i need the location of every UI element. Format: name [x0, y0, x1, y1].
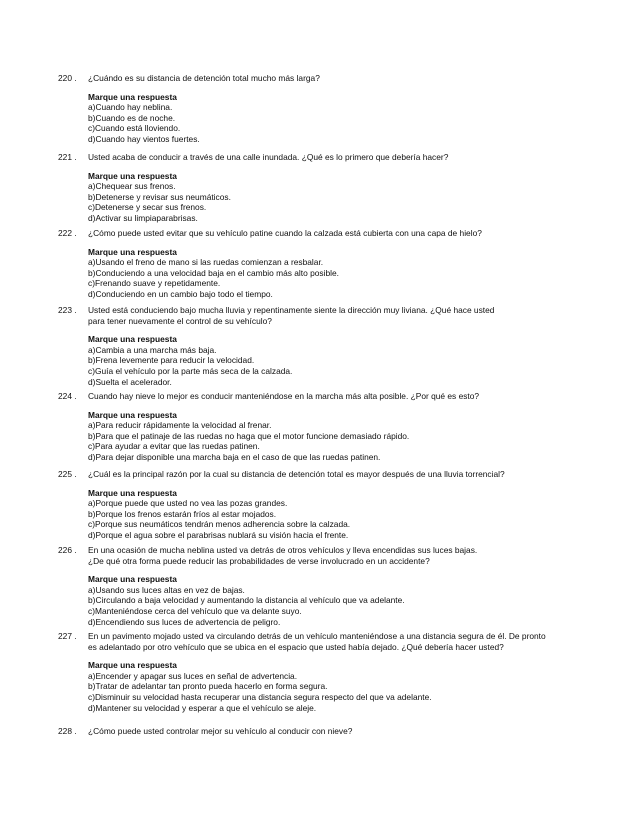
option-a[interactable]: a)Cambia a una marcha más baja.	[88, 344, 217, 355]
question-text: ¿Cómo puede usted evitar que su vehículo patine cuando la calzada está cubierta con una capa de hielo?	[88, 228, 482, 238]
question-224	[58, 391, 618, 463]
answer-block	[88, 660, 618, 713]
question-number: 226 .	[58, 545, 77, 555]
option-c[interactable]: c)Detenerse y secar sus frenos.	[88, 202, 207, 213]
question-number: 223 .	[58, 305, 77, 315]
question-text: Usted está conduciendo bajo mucha lluvia y repentinamente siente la dirección muy liviana. ¿Qué hace usted para tener nuevamente el control de su vehículo?	[88, 305, 495, 326]
question-number: 225 .	[58, 469, 77, 479]
answer-label: Marque una respuesta	[88, 170, 177, 181]
option-a[interactable]: a)Encender y apagar sus luces en señal de advertencia.	[88, 670, 298, 681]
question-222	[58, 228, 618, 300]
option-d[interactable]: d)Cuando hay vientos fuertes.	[88, 133, 200, 144]
question-text: En una ocasión de mucha neblina usted va detrás de otros vehículos y lleva encendidas sus luces bajas. ¿De qué otra forma puede reducir las probabilidades de verse involucrado en un accidente?	[88, 545, 478, 566]
option-c[interactable]: c)Manteniéndose cerca del vehículo que va delante suyo.	[88, 605, 302, 616]
option-b[interactable]: b)Porque los frenos estarán fríos al estar mojados.	[88, 508, 277, 519]
question-227	[58, 631, 618, 713]
question-text: ¿Cuándo es su distancia de detención total mucho más larga?	[88, 73, 320, 83]
option-d[interactable]: d)Activar su limpiaparabrisas.	[88, 212, 198, 223]
option-d[interactable]: d)Mantener su velocidad y esperar a que el vehículo se aleje.	[88, 702, 317, 713]
question-text: Cuando hay nieve lo mejor es conducir manteniéndose en la marcha más alta posible. ¿Por qué es esto?	[88, 391, 480, 401]
question-number: 228 .	[58, 726, 77, 736]
question-text: En un pavimento mojado usted va circulando detrás de un vehículo manteniéndose a una distancia segura de él. De pronto es adelantado por otro vehículo que se ubica en el espacio que usted había dejado. ¿Qué debería hacer usted?	[88, 631, 546, 652]
option-d[interactable]: d)Conduciendo en un cambio bajo todo el tiempo.	[88, 288, 273, 299]
option-a[interactable]: a)Chequear sus frenos.	[88, 181, 176, 192]
option-b[interactable]: b)Detenerse y revisar sus neumáticos.	[88, 191, 231, 202]
answer-block	[88, 574, 618, 627]
option-c[interactable]: c)Porque sus neumáticos tendrán menos adherencia sobre la calzada.	[88, 519, 351, 530]
question-220	[58, 73, 618, 145]
answer-block	[88, 334, 618, 387]
answer-block	[88, 410, 618, 463]
question-text: ¿Cómo puede usted controlar mejor su vehículo al conducir con nieve?	[88, 726, 353, 736]
answer-label: Marque una respuesta	[88, 334, 177, 345]
option-c[interactable]: c)Frenando suave y repetidamente.	[88, 278, 221, 289]
option-b[interactable]: b)Tratar de adelantar tan pronto pueda hacerlo en forma segura.	[88, 681, 328, 692]
option-b[interactable]: b)Frena levemente para reducir la velocidad.	[88, 355, 255, 366]
answer-label: Marque una respuesta	[88, 660, 177, 671]
question-225	[58, 469, 618, 541]
question-number: 221 .	[58, 152, 77, 162]
question-number: 224 .	[58, 391, 77, 401]
question-text: Usted acaba de conducir a través de una calle inundada. ¿Qué es lo primero que debería hacer?	[88, 152, 449, 162]
option-c[interactable]: c)Disminuir su velocidad hasta recuperar una distancia segura respecto del que va adelante.	[88, 691, 432, 702]
option-c[interactable]: c)Para ayudar a evitar que las ruedas patinen.	[88, 441, 260, 452]
question-223	[58, 305, 618, 387]
question-number: 220 .	[58, 73, 77, 83]
answer-block	[88, 171, 618, 224]
question-226	[58, 545, 618, 627]
question-number: 227 .	[58, 631, 77, 641]
option-d[interactable]: d)Para dejar disponible una marcha baja en el caso de que las ruedas patinen.	[88, 451, 381, 462]
option-c[interactable]: c)Cuando está lloviendo.	[88, 123, 181, 134]
option-a[interactable]: a)Usando el freno de mano si las ruedas comienzan a resbalar.	[88, 257, 324, 268]
option-d[interactable]: d)Suelta el acelerador.	[88, 376, 172, 387]
answer-label: Marque una respuesta	[88, 487, 177, 498]
answer-label: Marque una respuesta	[88, 409, 177, 420]
question-221	[58, 152, 618, 224]
option-b[interactable]: b)Cuando es de noche.	[88, 112, 176, 123]
option-c[interactable]: c)Guía el vehículo por la parte más seca de la calzada.	[88, 365, 293, 376]
question-text: ¿Cuál es la principal razón por la cual su distancia de detención total es mayor después de una lluvia torrencial?	[88, 469, 505, 479]
option-d[interactable]: d)Encendiendo sus luces de advertencia de peligro.	[88, 616, 281, 627]
answer-block	[88, 92, 618, 145]
answer-label: Marque una respuesta	[88, 574, 177, 585]
option-a[interactable]: a)Para reducir rápidamente la velocidad al frenar.	[88, 420, 272, 431]
option-b[interactable]: b)Circulando a baja velocidad y aumentando la distancia al vehículo que va adelante.	[88, 595, 405, 606]
option-d[interactable]: d)Porque el agua sobre el parabrisas nublará su visión hacia el frente.	[88, 529, 349, 540]
option-a[interactable]: a)Porque puede que usted no vea las pozas grandes.	[88, 498, 288, 509]
question-228	[58, 726, 618, 737]
option-b[interactable]: b)Para que el patinaje de las ruedas no haga que el motor funcione demasiado rápido.	[88, 430, 410, 441]
answer-block	[88, 488, 618, 541]
option-b[interactable]: b)Conduciendo a una velocidad baja en el cambio más alto posible.	[88, 267, 339, 278]
question-number: 222 .	[58, 228, 77, 238]
answer-label: Marque una respuesta	[88, 91, 177, 102]
option-a[interactable]: a)Usando sus luces altas en vez de bajas.	[88, 584, 245, 595]
answer-block	[88, 247, 618, 300]
option-a[interactable]: a)Cuando hay neblina.	[88, 102, 173, 113]
answer-label: Marque una respuesta	[88, 246, 177, 257]
